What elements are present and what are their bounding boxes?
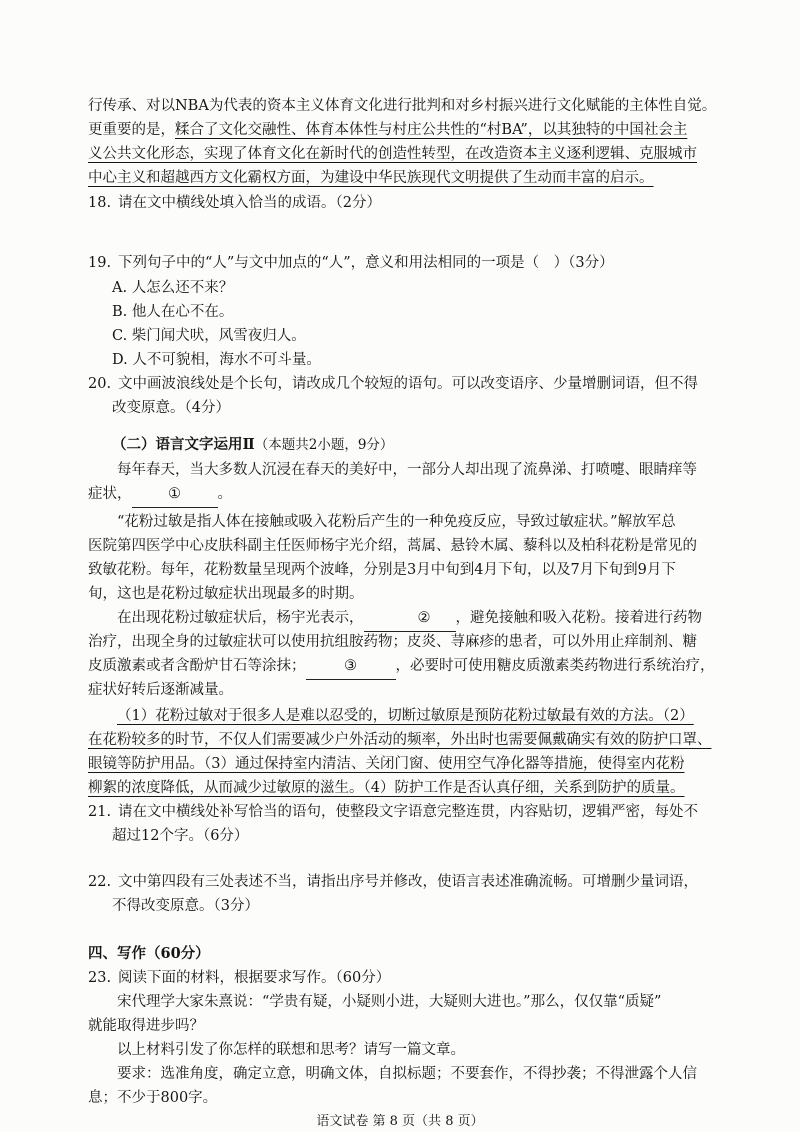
question-20-line-2: 改变原意。（4分）	[112, 400, 230, 416]
question-19	[88, 251, 724, 276]
q19-option-b: B. 他人在心不在。	[112, 304, 234, 320]
top-paragraph-line-1: 行传承、对以NBA为代表的资本主义体育文化进行批判和对乡村振兴进行文化赋能的主体性自觉。	[88, 98, 717, 114]
question-number: 18.	[88, 195, 112, 211]
passage-text: ，必要时可使用糖皮质激素类药物进行系统治疗，	[395, 658, 715, 674]
question-18	[88, 191, 724, 216]
section-2-heading	[112, 433, 748, 458]
passage-p3-line-2: 治疗，出现全身的过敏症状可以使用抗组胺药物；皮炎、荨麻疹的患者，可以外用止痒制剂、糖	[88, 634, 697, 650]
wavy-underlined-sentence: 糅合了文化交融性、体育本体性与村庄公共性的“村BA”，以其独特的中国社会主	[175, 122, 688, 138]
material-line-1: 宋代理学大家朱熹说：“学贵有疑，小疑则小进，大疑则大进也。”那么，仅仅靠“质疑”	[117, 994, 662, 1010]
question-number: 20.	[88, 376, 112, 392]
passage-p3-line-4: 症状好转后逐渐减量。	[88, 682, 233, 698]
question-number: 19.	[88, 255, 112, 271]
answer-blank-2[interactable]: ②	[364, 606, 456, 632]
question-21	[88, 800, 724, 825]
passage-p4-line-4: 柳絮的浓度降低，从而减少过敏原的滋生。（4）防护工作是否认真仔细，关系到防护的质量。	[88, 780, 685, 796]
passage-p1-line-2	[88, 482, 724, 508]
question-text-line-1: 请在文中横线处补写恰当的语句，使整段文字语意完整连贯，内容贴切，逻辑严密，每处不	[118, 804, 698, 820]
top-paragraph-line-3: 义公共文化形态，实现了体育文化在新时代的创造性转型，在改造资本主义逐利逻辑、克服城市	[88, 146, 697, 162]
question-text-line-1: 文中第四段有三处表述不当，请指出序号并修改，使语言表述准确流畅。可增删少量词语，	[118, 874, 698, 890]
passage-p2-line-1: “花粉过敏是指人体在接触或吸入花粉后产生的一种免疫反应，导致过敏症状。”解放军总	[117, 514, 676, 530]
question-text: 请在文中横线处填入恰当的成语。（2分）	[118, 195, 381, 211]
passage-text: 在出现花粉过敏症状后，杨宇光表示，	[117, 610, 364, 626]
passage-p3-line-3	[88, 654, 724, 680]
section-2-note: （本题共2小题，9分）	[254, 437, 394, 453]
section-4-title: 四、写作（60分）	[88, 945, 210, 962]
passage-p1-line-1: 每年春天，当大多数人沉浸在春天的美好中，一部分人却出现了流鼻涕、打喷嚏、眼睛痒等	[117, 462, 697, 478]
question-number: 22.	[88, 874, 112, 890]
passage-p2-line-2: 医院第四医学中心皮肤科副主任医师杨宇光介绍，蒿属、悬铃木属、藜科以及柏科花粉是常见的	[88, 538, 697, 554]
question-23	[88, 966, 724, 991]
material-line-3: 以上材料引发了你怎样的联想和思考？请写一篇文章。	[117, 1042, 465, 1058]
material-line-2: 就能取得进步吗？	[88, 1018, 204, 1034]
passage-p4-line-1: （1）花粉过敏对于很多人是难以忍受的，切断过敏原是预防花粉过敏最有效的方法。（2）	[117, 708, 694, 724]
q19-option-c: C. 柴门闻犬吠，风雪夜归人。	[112, 328, 306, 344]
question-number: 21.	[88, 804, 112, 820]
passage-text: 症状，	[88, 486, 132, 502]
question-number: 23.	[88, 970, 112, 986]
q19-option-a: A. 人怎么还不来？	[112, 280, 234, 296]
top-paragraph-line-4: 中心主义和超越西方文化霸权方面，为建设中华民族现代文明提供了生动而丰富的启示。	[88, 170, 654, 186]
passage-p2-line-3: 致敏花粉。每年，花粉数量呈现两个波峰，分别是3月中旬到4月下旬，以及7月下旬到9月下	[88, 562, 676, 578]
answer-blank-1[interactable]: ①	[132, 482, 218, 508]
question-22	[88, 870, 724, 895]
question-21-line-2: 超过12个字。（6分）	[112, 828, 249, 844]
passage-p4-line-2: 在花粉较多的时节，不仅人们需要减少户外活动的频率，外出时也需要佩戴确实有效的防护口罩、	[88, 732, 712, 748]
question-text-line-1: 文中画波浪线处是个长句，请改成几个较短的语句。可以改变语序、少量增删词语，但不得	[118, 376, 698, 392]
requirements-line-1: 要求：选准角度，确定立意，明确文体，自拟标题；不要套作，不得抄袭；不得泄露个人信	[117, 1066, 697, 1082]
q19-option-d: D. 人不可貌相，海水不可斗量。	[112, 352, 321, 368]
page-footer: 语文试卷 第 8 页（共 8 页）	[316, 1114, 484, 1129]
passage-p2-line-4: 旬，这也是花粉过敏症状出现最多的时期。	[88, 586, 364, 602]
answer-blank-3[interactable]: ③	[306, 654, 396, 680]
passage-text: 皮质激素或者含酚炉甘石等涂抹；	[88, 658, 306, 674]
passage-p3-line-1	[88, 606, 724, 632]
question-text: 阅读下面的材料，根据要求写作。（60分）	[118, 970, 391, 986]
section-2-title: （二）语言文字运用Ⅱ	[112, 436, 255, 453]
question-20	[88, 372, 724, 397]
passage-text: ，避免接触和吸入花粉。接着进行药物	[455, 610, 702, 626]
top-paragraph-line-2-lead: 更重要的是，	[88, 122, 175, 138]
top-paragraph-line-2	[88, 118, 724, 143]
question-text: 下列句子中的“人”与文中加点的“人”，意义和用法相同的一项是（ ）（3分）	[118, 255, 614, 271]
question-22-line-2: 不得改变原意。（3分）	[112, 898, 259, 914]
requirements-line-2: 息；不少于800字。	[88, 1090, 218, 1106]
passage-p4-line-3: 眼镜等防护用品。（3）通过保持室内清洁、关闭门窗、使用空气净化器等措施，使得室内花粉	[88, 756, 685, 772]
passage-text: 。	[217, 486, 232, 502]
